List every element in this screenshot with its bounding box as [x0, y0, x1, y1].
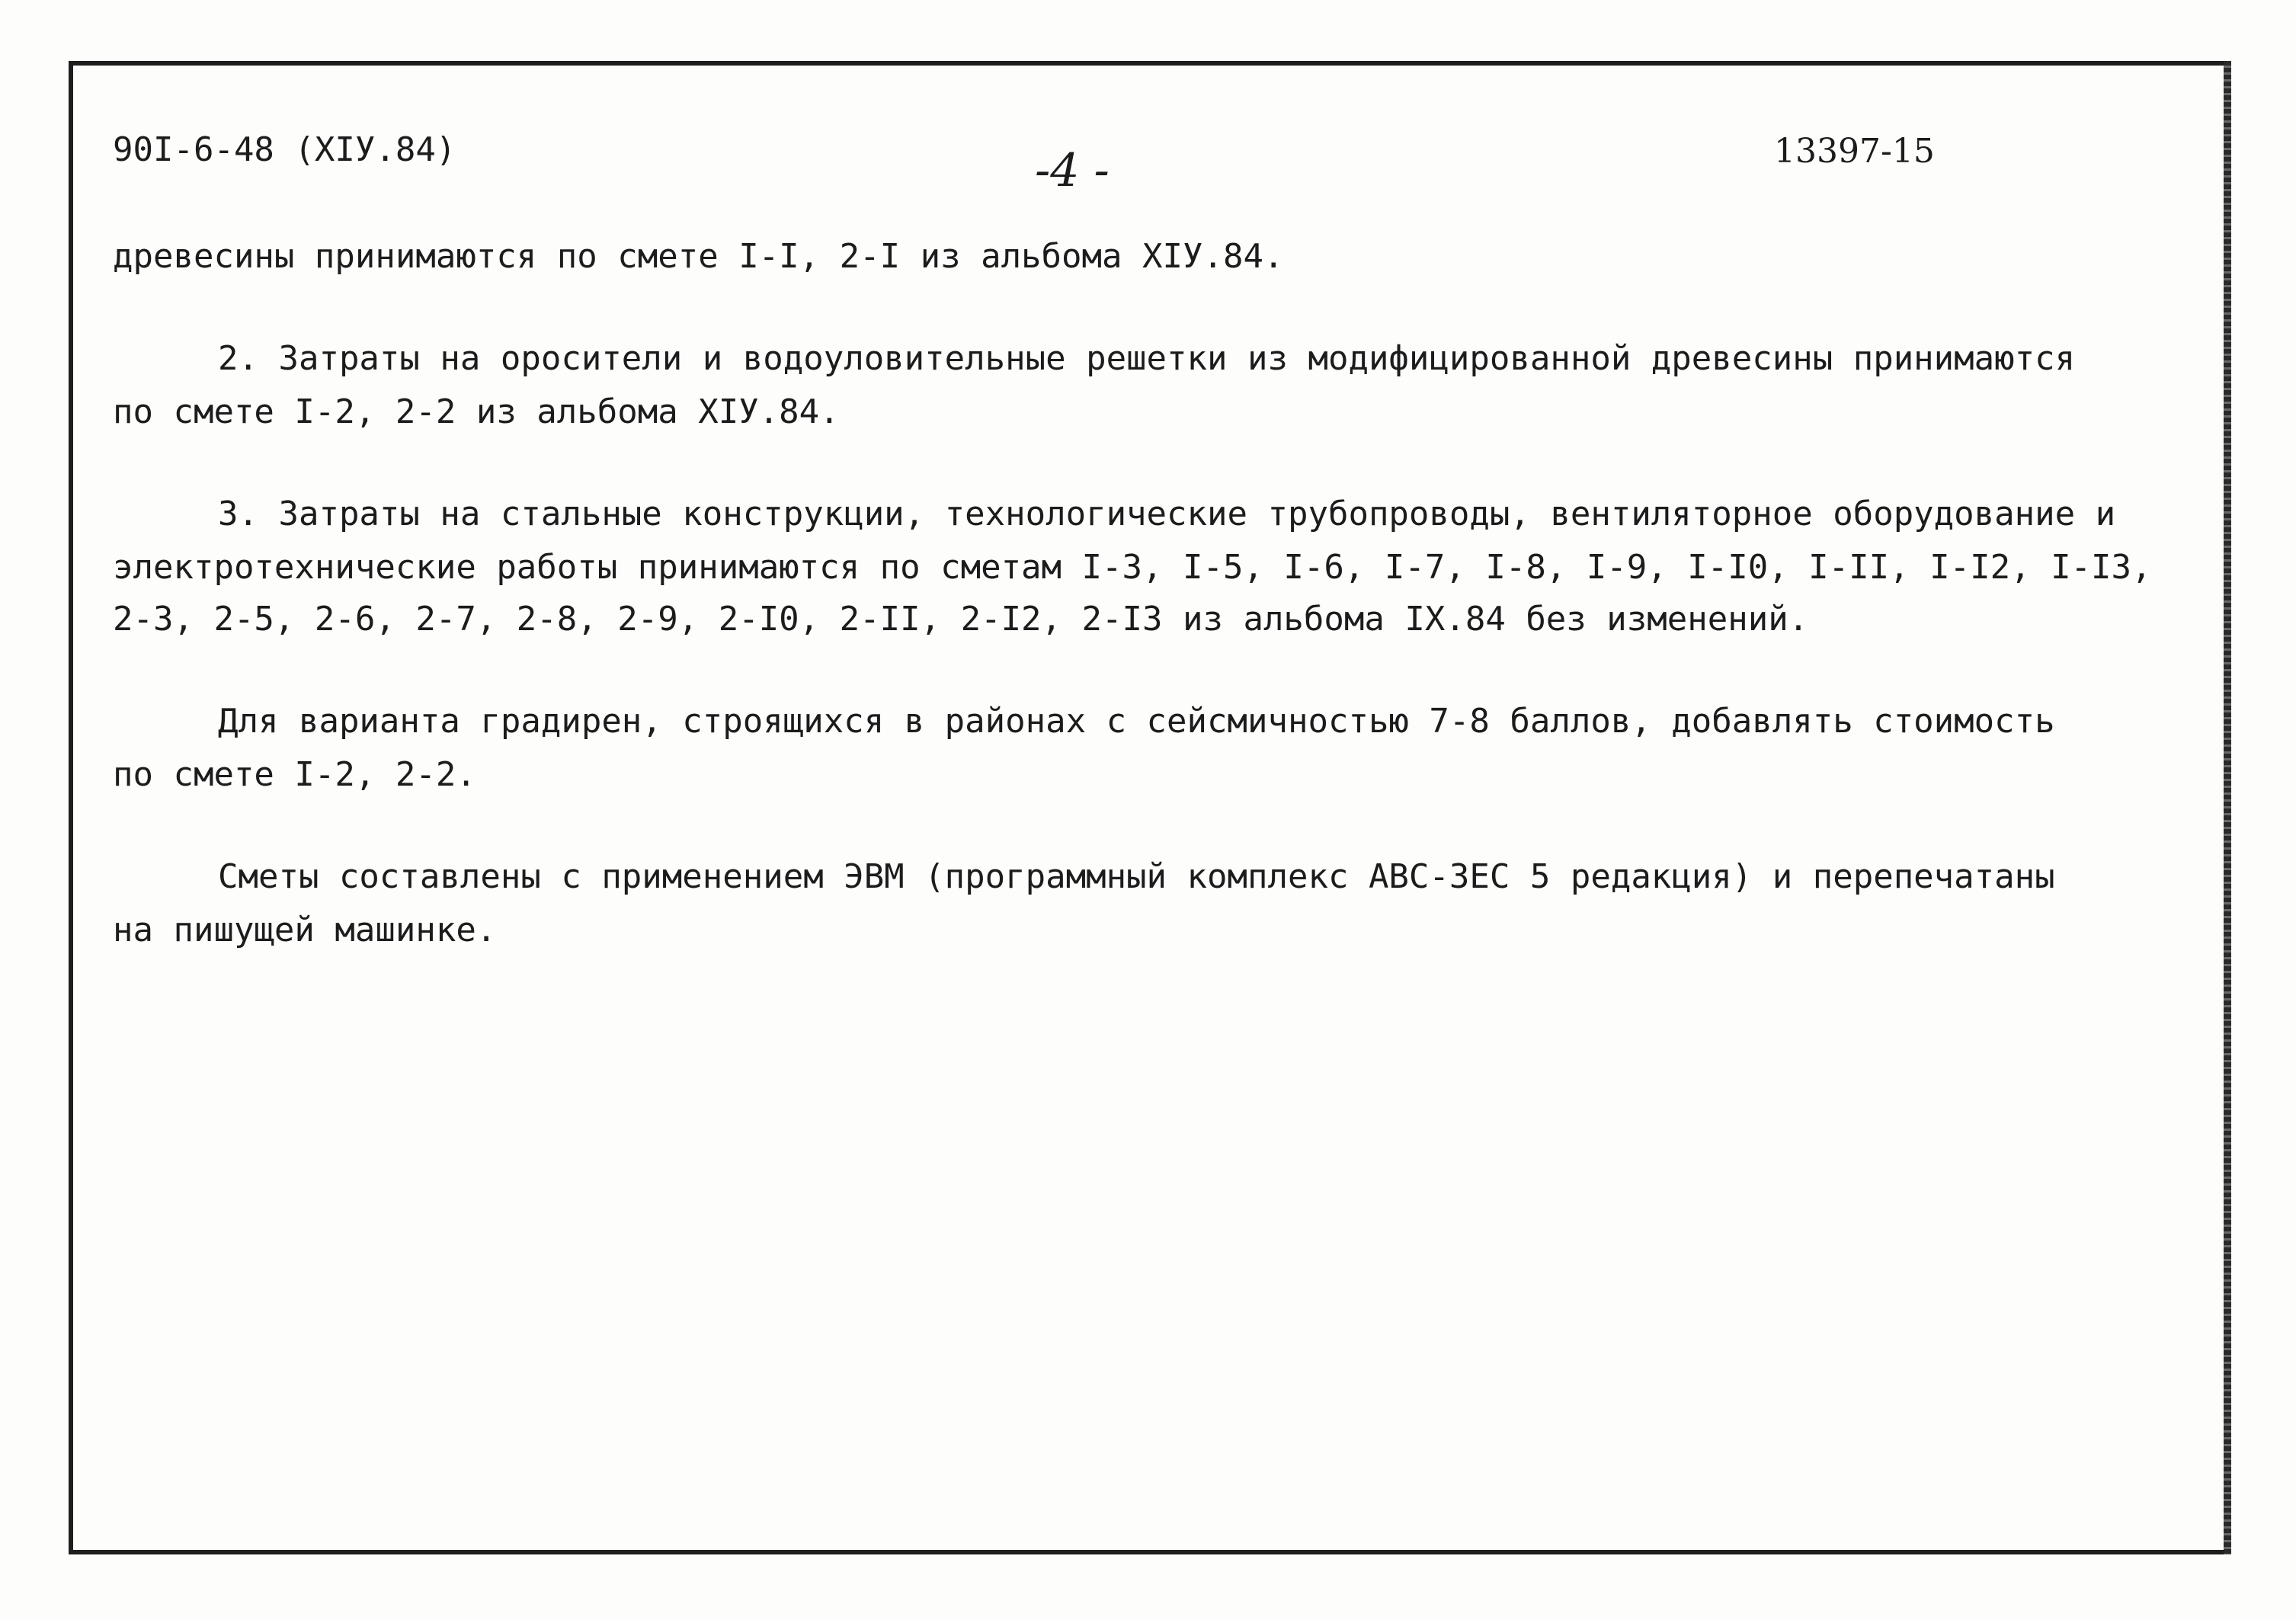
text-line: Сметы составлены с применением ЭВМ (программный комплекс АВС-ЗЕС 5 редакция) и перепечатаны: [218, 857, 2055, 896]
page-border-right-edge: [2224, 61, 2231, 1554]
text-line: 3. Затраты на стальные конструкции, технологические трубопроводы, вентиляторное оборудование и: [218, 495, 2116, 533]
text-line: по смете I-2, 2-2.: [113, 755, 476, 794]
text-line: древесины принимаются по смете I-I, 2-I из альбома XIУ.84.: [113, 237, 1284, 276]
page-number: -4 -: [1035, 144, 1110, 197]
document-code: 90I-6-48 (XIУ.84): [113, 130, 456, 169]
document-number: 13397-15: [1774, 132, 1935, 171]
text-line: 2-3, 2-5, 2-6, 2-7, 2-8, 2-9, 2-I0, 2-II, 2-I2, 2-I3 из альбома IX.84 без изменений.: [113, 600, 1809, 639]
page-border-frame: [69, 61, 2231, 1554]
text-line: Для варианта градирен, строящихся в районах с сейсмичностью 7-8 баллов, добавлять стоимость: [218, 702, 2055, 741]
text-line: на пишущей машинке.: [113, 911, 497, 949]
text-line: по смете I-2, 2-2 из альбома XIУ.84.: [113, 392, 840, 431]
text-line: электротехнические работы принимаются по сметам I-3, I-5, I-6, I-7, I-8, I-9, I-I0, I-II, I-I2, I-I3,: [113, 548, 2152, 587]
text-line: 2. Затраты на оросители и водоуловительные решетки из модифицированной древесины принимаются: [218, 339, 2076, 378]
